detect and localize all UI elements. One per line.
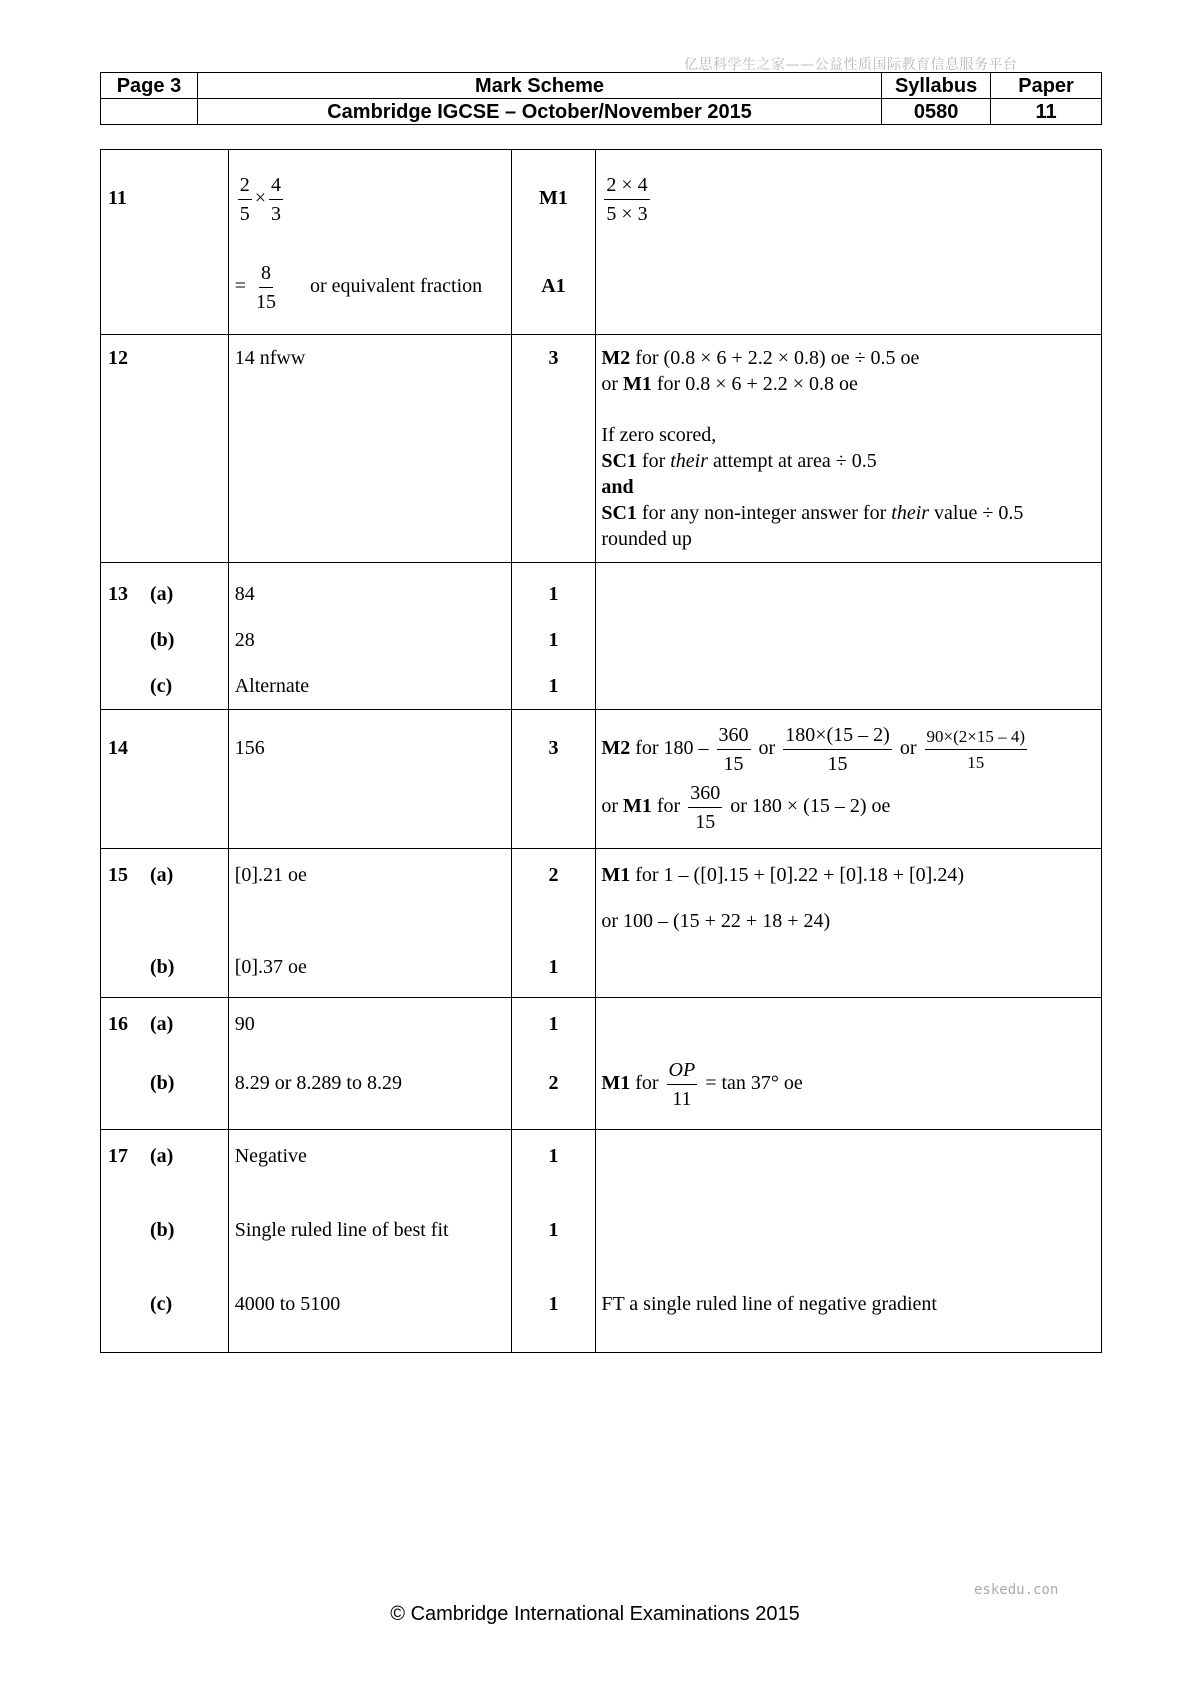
fraction: $\frac{90\times(2\times 15 - 4)}{15}$ bbox=[926, 726, 1025, 772]
partial-marks: M2 for 180 – $\frac{360}{15}$ or $\frac{180\times(15 - 2)}{15}$ or $\frac{90\times(2\times 15 - 4)}{15}$ or M1 for $\frac{360}{15}$ or 180 × (15 – 2) oe bbox=[596, 710, 1102, 849]
fraction: $\frac{2 \times 4}{5 \times 3}$ bbox=[606, 173, 648, 225]
mark: 1 bbox=[548, 675, 559, 697]
fraction: $\frac{4}{3}$ bbox=[271, 173, 282, 225]
paper-label: Paper bbox=[991, 73, 1102, 99]
answer: 4000 to 5100 bbox=[234, 1293, 341, 1315]
paper-number: 11 bbox=[991, 99, 1102, 125]
part-label: (b) bbox=[150, 956, 175, 978]
table-row-q17 bbox=[101, 1130, 1102, 1353]
answer: Negative bbox=[234, 1145, 307, 1167]
question-number: 11 bbox=[108, 187, 127, 209]
working-expression: $\frac{2}{5}$ × $\frac{4}{3}$ bbox=[239, 173, 282, 225]
answer: Alternate bbox=[234, 675, 310, 697]
copyright-footer: © Cambridge International Examinations 2015 bbox=[390, 1603, 800, 1625]
table-row-q13 bbox=[101, 563, 1102, 710]
header-table bbox=[100, 72, 1102, 125]
mark: 1 bbox=[548, 583, 559, 605]
part-label: (a) bbox=[150, 1013, 174, 1035]
mark: 1 bbox=[548, 1145, 559, 1167]
answer: 90 bbox=[234, 1013, 255, 1035]
mark: M1 bbox=[539, 187, 568, 209]
partial-marks: M2 for (0.8 × 6 + 2.2 × 0.8) oe ÷ 0.5 oe or M1 for 0.8 × 6 + 2.2 × 0.8 oe If zero scored, SC1 for their attempt at area ÷ 0.5 and SC1 for any non-integer answer for their value ÷ 0.5 rounded up bbox=[596, 335, 1102, 563]
fraction: $\frac{360}{15}$ bbox=[718, 723, 749, 775]
mark: 1 bbox=[548, 1013, 559, 1035]
partial-marks: FT a single ruled line of negative gradient bbox=[601, 1293, 937, 1315]
question-number: 14 bbox=[108, 737, 128, 759]
answer: 84 bbox=[234, 583, 255, 605]
fraction: $\frac{180\times(15 - 2)}{15}$ bbox=[785, 723, 890, 775]
table-row-q15 bbox=[101, 849, 1102, 998]
answer: = $\frac{8}{15}$ or equivalent fraction bbox=[234, 261, 483, 313]
syllabus-code: 0580 bbox=[882, 99, 991, 125]
mark: 2 bbox=[548, 864, 559, 886]
answer: 156 bbox=[234, 737, 265, 759]
watermark-bottom: eskedu.con bbox=[974, 1582, 1059, 1598]
syllabus-label: Syllabus bbox=[882, 73, 991, 99]
part-label: (b) bbox=[150, 1219, 175, 1241]
answer: [0].21 oe bbox=[234, 864, 307, 886]
part-label: (b) bbox=[150, 1072, 175, 1094]
question-number: 13 bbox=[108, 583, 128, 605]
question-number: 15 bbox=[108, 864, 128, 886]
watermark-top: 亿思科学生之家——公益性质国际教育信息服务平台 bbox=[684, 57, 1018, 73]
answer: 8.29 or 8.289 to 8.29 bbox=[234, 1072, 402, 1094]
answer-note: or equivalent fraction bbox=[310, 275, 483, 297]
question-number: 17 bbox=[108, 1145, 128, 1167]
mark: 3 bbox=[548, 737, 559, 759]
fraction: $\frac{8}{15}$ bbox=[256, 261, 277, 313]
part-label: (c) bbox=[150, 675, 173, 697]
mark: A1 bbox=[541, 275, 566, 297]
header-blank-cell bbox=[101, 99, 198, 125]
partial-marks: M1 for $\frac{OP}{11}$ = tan 37° oe bbox=[596, 998, 1102, 1130]
partial-marks: M1 for 1 – ([0].15 + [0].22 + [0].18 + [0].24) or 100 – (15 + 22 + 18 + 24) bbox=[596, 849, 1102, 998]
mark-scheme-table bbox=[100, 149, 1102, 1353]
mark: 1 bbox=[548, 1219, 559, 1241]
mark: 2 bbox=[548, 1072, 559, 1094]
table-row-q11 bbox=[101, 150, 1102, 335]
table-row-q16 bbox=[101, 998, 1102, 1130]
question-number: 16 bbox=[108, 1013, 128, 1035]
document-title: Mark Scheme bbox=[197, 73, 881, 99]
mark: 1 bbox=[548, 1293, 559, 1315]
answer: 28 bbox=[234, 629, 255, 651]
page-number: Page 3 bbox=[101, 73, 198, 99]
table-row-q12 bbox=[101, 335, 1102, 563]
part-label: (a) bbox=[150, 1145, 174, 1167]
mark: 3 bbox=[548, 347, 559, 369]
fraction: $\frac{OP}{11}$ bbox=[668, 1058, 696, 1110]
part-label: (b) bbox=[150, 629, 175, 651]
fraction: $\frac{2}{5}$ bbox=[239, 173, 250, 225]
answer: [0].37 oe bbox=[234, 956, 307, 978]
table-row-q14 bbox=[101, 710, 1102, 849]
part-label: (c) bbox=[150, 1293, 173, 1315]
mark: 1 bbox=[548, 956, 559, 978]
question-number: 12 bbox=[108, 347, 128, 369]
part-label: (a) bbox=[150, 864, 174, 886]
part-label: (a) bbox=[150, 583, 174, 605]
partial-marks bbox=[601, 166, 1101, 230]
exam-subtitle: Cambridge IGCSE – October/November 2015 bbox=[197, 99, 881, 125]
mark: 1 bbox=[548, 629, 559, 651]
answer: Single ruled line of best fit bbox=[234, 1219, 449, 1241]
answer: 14 nfww bbox=[234, 347, 306, 369]
fraction: $\frac{360}{15}$ bbox=[690, 781, 721, 833]
